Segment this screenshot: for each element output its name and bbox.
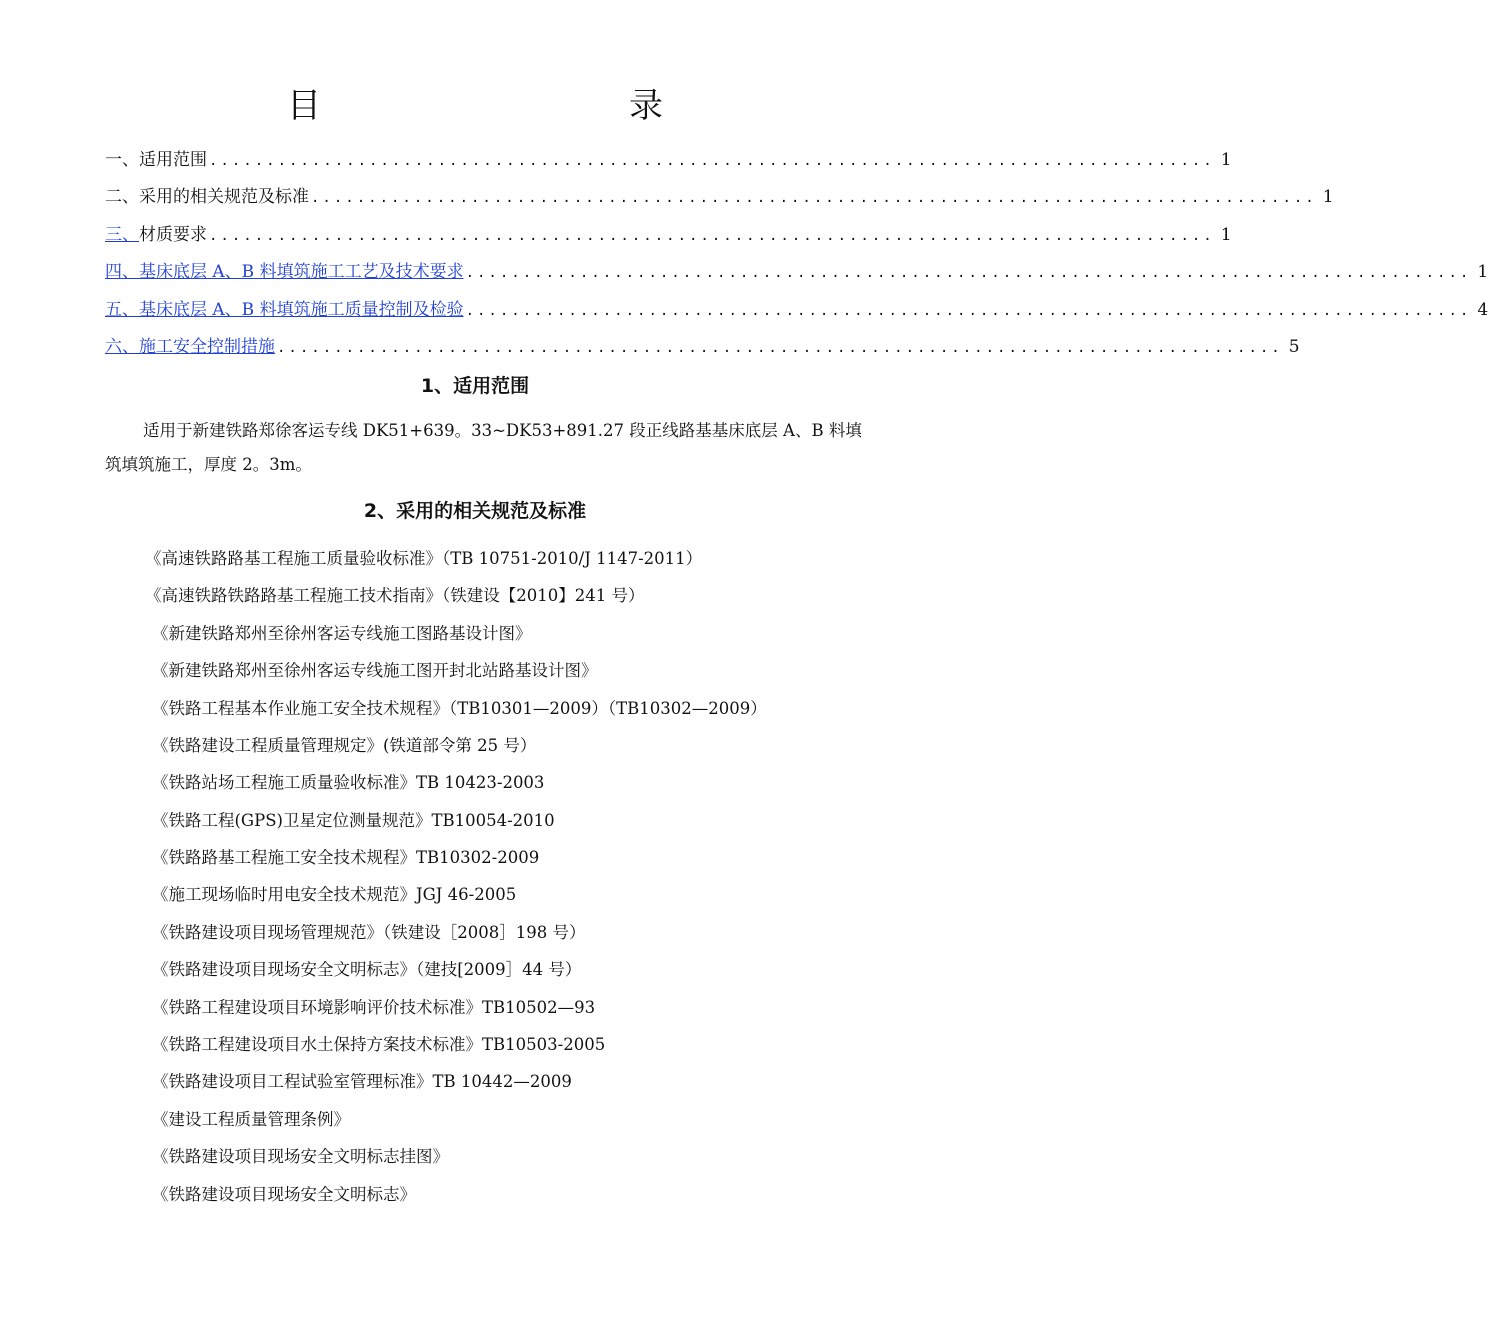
toc-leader: ........................................................................................ bbox=[277, 339, 1283, 356]
list-item: 《新建铁路郑州至徐州客运专线施工图开封北站路基设计图》 bbox=[152, 661, 598, 680]
toc-entry-5[interactable] bbox=[105, 295, 1488, 332]
toc-entry-1[interactable] bbox=[105, 145, 1232, 182]
list-item: 《铁路工程建设项目环境影响评价技术标准》TB10502—93 bbox=[152, 998, 596, 1017]
list-item: 《高速铁路铁路路基工程施工技术指南》（铁建设【2010】241 号） bbox=[145, 586, 645, 605]
list-item: 《铁路建设项目现场安全文明标志挂图》 bbox=[152, 1147, 449, 1166]
toc-leader: ........................................................................................ bbox=[311, 190, 1317, 207]
list-item: 《高速铁路路基工程施工质量验收标准》（TB 10751-2010/J 1147-2011） bbox=[145, 549, 703, 568]
list-item: 《铁路建设项目现场管理规范》（铁建设［2008］198 号） bbox=[152, 923, 586, 942]
table-of-contents bbox=[105, 145, 1488, 369]
section-heading-standards: 2、采用的相关规范及标准 bbox=[363, 500, 587, 522]
toc-page-number: 1 bbox=[1322, 187, 1334, 208]
page-title: 目 录 bbox=[287, 86, 743, 126]
toc-link[interactable]: 三、 bbox=[105, 224, 139, 245]
toc-link[interactable]: 四、基床底层 A、B 料填筑施工工艺及技术要求 bbox=[105, 262, 464, 283]
toc-page-number: 5 bbox=[1288, 336, 1300, 357]
toc-link[interactable]: 五、基床底层 A、B 料填筑施工质量控制及检验 bbox=[105, 299, 464, 320]
toc-label: 材质要求 bbox=[139, 224, 207, 245]
list-item: 《铁路路基工程施工安全技术规程》TB10302-2009 bbox=[152, 848, 540, 867]
toc-leader: ........................................................................................ bbox=[209, 153, 1215, 169]
list-item: 《铁路建设项目工程试验室管理标准》TB 10442—2009 bbox=[152, 1072, 572, 1091]
toc-leader: ........................................................................................ bbox=[209, 227, 1215, 244]
scope-paragraph: 适用于新建铁路郑徐客运专线 DK51+639。33~DK53+891.27 段正线路基基床底层 A、B 料填筑填筑施工，厚度 2。3m。 bbox=[105, 421, 862, 474]
list-item: 《铁路站场工程施工质量验收标准》TB 10423-2003 bbox=[152, 773, 545, 792]
toc-page-number: 1 bbox=[1220, 224, 1232, 245]
list-item: 《铁路工程基本作业施工安全技术规程》（TB10301—2009）（TB10302—2009） bbox=[152, 699, 767, 718]
list-item: 《铁路工程建设项目水土保持方案技术标准》TB10503-2005 bbox=[152, 1035, 606, 1054]
toc-label: 一、适用范围 bbox=[105, 150, 207, 170]
toc-page-number: 4 bbox=[1477, 299, 1488, 320]
toc-page-number: 1 bbox=[1477, 262, 1488, 283]
toc-entry-3[interactable] bbox=[105, 220, 1232, 257]
list-item: 《铁路建设工程质量管理规定》(铁道部令第 25 号） bbox=[152, 736, 537, 755]
toc-leader: ........................................................................................ bbox=[465, 302, 1472, 319]
list-item: 《建设工程质量管理条例》 bbox=[152, 1110, 350, 1129]
toc-page-number: 1 bbox=[1220, 150, 1232, 170]
toc-label: 二、采用的相关规范及标准 bbox=[105, 187, 309, 208]
toc-link[interactable]: 六、施工安全控制措施 bbox=[105, 336, 275, 357]
list-item: 《新建铁路郑州至徐州客运专线施工图路基设计图》 bbox=[152, 624, 532, 643]
list-item: 《铁路建设项目现场安全文明标志》 bbox=[152, 1185, 416, 1204]
list-item: 《施工现场临时用电安全技术规范》JGJ 46-2005 bbox=[152, 885, 517, 904]
toc-entry-4[interactable] bbox=[105, 257, 1488, 294]
toc-leader: ........................................................................................ bbox=[465, 265, 1472, 282]
toc-entry-2[interactable] bbox=[105, 182, 1334, 219]
list-item: 《铁路建设项目现场安全文明标志》（建技[2009］44 号） bbox=[152, 960, 582, 979]
section-heading-scope: 1、适用范围 bbox=[420, 375, 530, 397]
toc-entry-6[interactable] bbox=[105, 332, 1300, 369]
list-item: 《铁路工程(GPS)卫星定位测量规范》TB10054-2010 bbox=[152, 811, 555, 830]
